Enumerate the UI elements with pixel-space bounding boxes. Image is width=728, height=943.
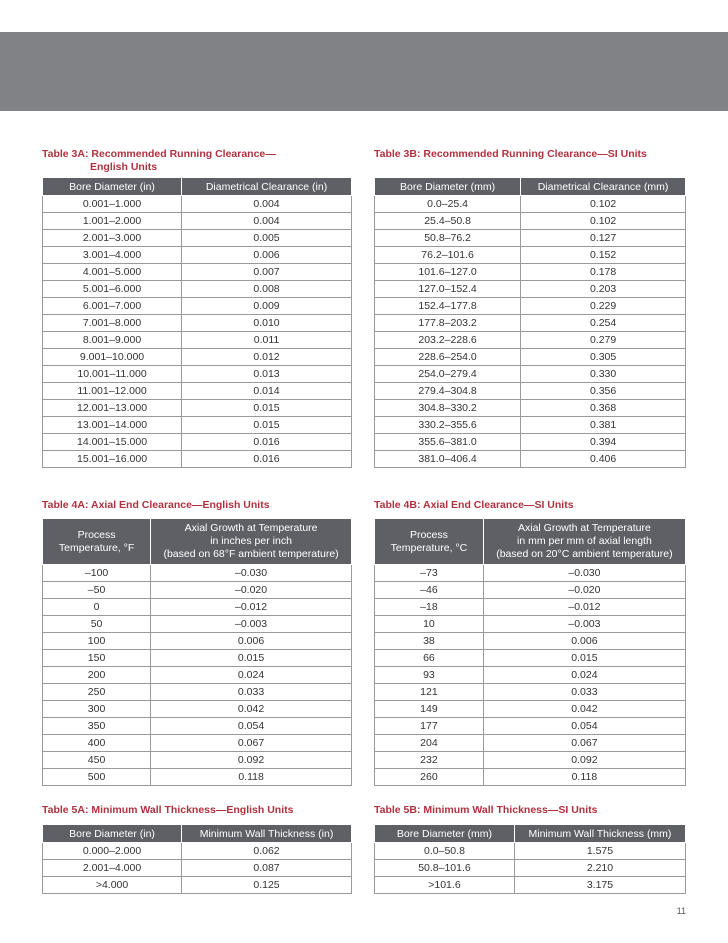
table-3a bbox=[42, 177, 352, 468]
table-row bbox=[43, 877, 352, 894]
table-row bbox=[43, 633, 352, 650]
table-cell: 0.203 bbox=[521, 281, 686, 298]
table-cell: 76.2–101.6 bbox=[375, 247, 521, 264]
table-cell: 0.024 bbox=[483, 667, 685, 684]
column-header: Bore Diameter (in) bbox=[43, 178, 182, 196]
table-cell: 6.001–7.000 bbox=[43, 298, 182, 315]
table-row bbox=[375, 735, 686, 752]
table-row bbox=[43, 417, 352, 434]
table-row bbox=[375, 332, 686, 349]
table-cell: 7.001–8.000 bbox=[43, 315, 182, 332]
table-cell: 0.406 bbox=[521, 451, 686, 468]
table-row bbox=[43, 247, 352, 264]
table-cell: 0.001–1.000 bbox=[43, 196, 182, 213]
table-cell: –0.012 bbox=[483, 599, 685, 616]
table-row bbox=[375, 633, 686, 650]
table-cell: 0.005 bbox=[182, 230, 352, 247]
table-3b-title: Table 3B: Recommended Running Clearance—SI Units bbox=[374, 148, 647, 160]
table-cell: 38 bbox=[375, 633, 484, 650]
table-cell: 0.087 bbox=[182, 860, 352, 877]
table-row bbox=[43, 451, 352, 468]
table-cell: 1.001–2.000 bbox=[43, 213, 182, 230]
table-row bbox=[43, 213, 352, 230]
table-row bbox=[375, 434, 686, 451]
table-cell: 152.4–177.8 bbox=[375, 298, 521, 315]
table-row bbox=[43, 701, 352, 718]
table-cell: 450 bbox=[43, 752, 151, 769]
table-cell: 50.8–101.6 bbox=[375, 860, 515, 877]
table-cell: 2.210 bbox=[514, 860, 685, 877]
table-row bbox=[43, 684, 352, 701]
table-cell: 0.000–2.000 bbox=[43, 843, 182, 860]
table-cell: 177 bbox=[375, 718, 484, 735]
table-5a-title: Table 5A: Minimum Wall Thickness—English Units bbox=[42, 804, 294, 816]
column-header: Bore Diameter (mm) bbox=[375, 178, 521, 196]
table-cell: 0.368 bbox=[521, 400, 686, 417]
table-row bbox=[375, 599, 686, 616]
table-cell: 0.015 bbox=[483, 650, 685, 667]
table-row bbox=[43, 599, 352, 616]
table-cell: 0.102 bbox=[521, 196, 686, 213]
table-row bbox=[375, 281, 686, 298]
table-cell: 0.381 bbox=[521, 417, 686, 434]
table-4a bbox=[42, 518, 352, 786]
table-row bbox=[375, 400, 686, 417]
table-row bbox=[375, 196, 686, 213]
table-cell: 0.004 bbox=[182, 213, 352, 230]
table-cell: 50.8–76.2 bbox=[375, 230, 521, 247]
table-cell: 3.175 bbox=[514, 877, 685, 894]
table-row bbox=[43, 315, 352, 332]
table-cell: 0.0–50.8 bbox=[375, 843, 515, 860]
table-cell: 0.229 bbox=[521, 298, 686, 315]
table-row bbox=[375, 451, 686, 468]
table-row bbox=[375, 417, 686, 434]
table-cell: 0 bbox=[43, 599, 151, 616]
table-cell: 13.001–14.000 bbox=[43, 417, 182, 434]
table-cell: 0.042 bbox=[483, 701, 685, 718]
table-row bbox=[375, 769, 686, 786]
table-cell: 355.6–381.0 bbox=[375, 434, 521, 451]
table-cell: 0.015 bbox=[182, 417, 352, 434]
table-cell: 149 bbox=[375, 701, 484, 718]
table-cell: 10.001–11.000 bbox=[43, 366, 182, 383]
table-cell: 0.011 bbox=[182, 332, 352, 349]
table-cell: –100 bbox=[43, 565, 151, 582]
table-row bbox=[375, 315, 686, 332]
table-row bbox=[375, 349, 686, 366]
table-row bbox=[375, 298, 686, 315]
table-row bbox=[43, 667, 352, 684]
table-cell: 0.016 bbox=[182, 451, 352, 468]
table-cell: 0.015 bbox=[151, 650, 352, 667]
table-cell: 15.001–16.000 bbox=[43, 451, 182, 468]
table-cell: –0.003 bbox=[483, 616, 685, 633]
table-row bbox=[43, 332, 352, 349]
table-cell: 0.015 bbox=[182, 400, 352, 417]
table-cell: 0.008 bbox=[182, 281, 352, 298]
table-cell: 232 bbox=[375, 752, 484, 769]
table-cell: 0.394 bbox=[521, 434, 686, 451]
table-row bbox=[43, 565, 352, 582]
page-number: 11 bbox=[676, 906, 686, 916]
table-row bbox=[375, 230, 686, 247]
table-5b bbox=[374, 824, 686, 894]
table-cell: 0.152 bbox=[521, 247, 686, 264]
table-row bbox=[375, 684, 686, 701]
table-row bbox=[375, 383, 686, 400]
column-header: Diametrical Clearance (in) bbox=[182, 178, 352, 196]
table-row bbox=[43, 383, 352, 400]
table-cell: 0.033 bbox=[151, 684, 352, 701]
table-cell: 0.016 bbox=[182, 434, 352, 451]
table-5a bbox=[42, 824, 352, 894]
table-cell: 2.001–4.000 bbox=[43, 860, 182, 877]
table-row bbox=[43, 769, 352, 786]
table-row bbox=[375, 877, 686, 894]
table-cell: 100 bbox=[43, 633, 151, 650]
table-cell: 0.092 bbox=[151, 752, 352, 769]
table-cell: 10 bbox=[375, 616, 484, 633]
table-cell: 177.8–203.2 bbox=[375, 315, 521, 332]
table-3b bbox=[374, 177, 686, 468]
table-cell: 0.0–25.4 bbox=[375, 196, 521, 213]
table-row bbox=[375, 616, 686, 633]
table-3b-block bbox=[374, 148, 686, 468]
table-4a-title: Table 4A: Axial End Clearance—English Units bbox=[42, 499, 270, 511]
table-cell: 3.001–4.000 bbox=[43, 247, 182, 264]
column-header: Bore Diameter (in) bbox=[43, 825, 182, 843]
table-cell: 0.054 bbox=[483, 718, 685, 735]
table-cell: 12.001–13.000 bbox=[43, 400, 182, 417]
table-row bbox=[43, 230, 352, 247]
table-cell: 14.001–15.000 bbox=[43, 434, 182, 451]
table-cell: 304.8–330.2 bbox=[375, 400, 521, 417]
table-cell: 50 bbox=[43, 616, 151, 633]
table-cell: –0.020 bbox=[483, 582, 685, 599]
table-row bbox=[375, 247, 686, 264]
table-cell: 204 bbox=[375, 735, 484, 752]
table-cell: 0.254 bbox=[521, 315, 686, 332]
table-row bbox=[43, 718, 352, 735]
table-cell: 0.007 bbox=[182, 264, 352, 281]
table-cell: 66 bbox=[375, 650, 484, 667]
table-cell: >4.000 bbox=[43, 877, 182, 894]
table-cell: 1.575 bbox=[514, 843, 685, 860]
table-cell: 0.042 bbox=[151, 701, 352, 718]
table-cell: 5.001–6.000 bbox=[43, 281, 182, 298]
table-row bbox=[43, 434, 352, 451]
column-header: Process Temperature, °F bbox=[43, 519, 151, 565]
table-cell: 500 bbox=[43, 769, 151, 786]
table-row bbox=[43, 264, 352, 281]
table-row bbox=[375, 565, 686, 582]
table-cell: >101.6 bbox=[375, 877, 515, 894]
table-row bbox=[43, 650, 352, 667]
table-cell: 0.009 bbox=[182, 298, 352, 315]
table-cell: 121 bbox=[375, 684, 484, 701]
table-row bbox=[375, 264, 686, 281]
table-cell: 0.014 bbox=[182, 383, 352, 400]
table-cell: –0.030 bbox=[483, 565, 685, 582]
table-3a-title: Table 3A: Recommended Running Clearance— English Units bbox=[42, 148, 276, 173]
table-row bbox=[43, 860, 352, 877]
table-cell: 0.330 bbox=[521, 366, 686, 383]
table-cell: 0.125 bbox=[182, 877, 352, 894]
table-cell: 300 bbox=[43, 701, 151, 718]
table-row bbox=[43, 582, 352, 599]
table-cell: 2.001–3.000 bbox=[43, 230, 182, 247]
table-row bbox=[43, 735, 352, 752]
table-row bbox=[375, 701, 686, 718]
column-header: Axial Growth at Temperature in mm per mm of axial length (based on 20°C ambient temperature) bbox=[483, 519, 685, 565]
table-4b-block bbox=[374, 499, 686, 786]
table-cell: 0.067 bbox=[151, 735, 352, 752]
table-row bbox=[375, 752, 686, 769]
table-cell: 11.001–12.000 bbox=[43, 383, 182, 400]
table-cell: 0.279 bbox=[521, 332, 686, 349]
table-cell: 200 bbox=[43, 667, 151, 684]
column-header: Minimum Wall Thickness (in) bbox=[182, 825, 352, 843]
table-cell: 0.127 bbox=[521, 230, 686, 247]
table-cell: 0.006 bbox=[483, 633, 685, 650]
table-cell: 203.2–228.6 bbox=[375, 332, 521, 349]
table-row bbox=[43, 281, 352, 298]
table-row bbox=[43, 298, 352, 315]
table-row bbox=[43, 196, 352, 213]
table-4a-block bbox=[42, 499, 352, 786]
table-row bbox=[43, 843, 352, 860]
header-banner bbox=[0, 32, 728, 111]
table-cell: 4.001–5.000 bbox=[43, 264, 182, 281]
table-5b-title: Table 5B: Minimum Wall Thickness—SI Units bbox=[374, 804, 598, 816]
column-header: Minimum Wall Thickness (mm) bbox=[514, 825, 685, 843]
table-cell: 0.118 bbox=[151, 769, 352, 786]
table-cell: 0.006 bbox=[182, 247, 352, 264]
table-row bbox=[43, 400, 352, 417]
column-header: Diametrical Clearance (mm) bbox=[521, 178, 686, 196]
table-cell: 0.067 bbox=[483, 735, 685, 752]
table-cell: 0.012 bbox=[182, 349, 352, 366]
table-cell: 279.4–304.8 bbox=[375, 383, 521, 400]
table-4b-title: Table 4B: Axial End Clearance—SI Units bbox=[374, 499, 574, 511]
table-cell: –50 bbox=[43, 582, 151, 599]
column-header: Bore Diameter (mm) bbox=[375, 825, 515, 843]
table-row bbox=[375, 582, 686, 599]
table-cell: 93 bbox=[375, 667, 484, 684]
table-cell: 0.004 bbox=[182, 196, 352, 213]
table-cell: 260 bbox=[375, 769, 484, 786]
table-cell: 0.118 bbox=[483, 769, 685, 786]
table-row bbox=[43, 349, 352, 366]
table-cell: 0.062 bbox=[182, 843, 352, 860]
table-cell: 150 bbox=[43, 650, 151, 667]
table-cell: 0.356 bbox=[521, 383, 686, 400]
table-cell: 254.0–279.4 bbox=[375, 366, 521, 383]
table-5a-block bbox=[42, 804, 352, 894]
table-cell: 250 bbox=[43, 684, 151, 701]
table-cell: 330.2–355.6 bbox=[375, 417, 521, 434]
table-cell: 0.305 bbox=[521, 349, 686, 366]
table-4b bbox=[374, 518, 686, 786]
table-cell: 228.6–254.0 bbox=[375, 349, 521, 366]
table-cell: 0.054 bbox=[151, 718, 352, 735]
table-cell: 0.178 bbox=[521, 264, 686, 281]
table-cell: –46 bbox=[375, 582, 484, 599]
table-row bbox=[43, 366, 352, 383]
table-cell: 9.001–10.000 bbox=[43, 349, 182, 366]
table-cell: 0.033 bbox=[483, 684, 685, 701]
table-row bbox=[375, 650, 686, 667]
table-cell: 0.024 bbox=[151, 667, 352, 684]
table-cell: 0.092 bbox=[483, 752, 685, 769]
table-row bbox=[375, 860, 686, 877]
table-row bbox=[375, 366, 686, 383]
table-row bbox=[375, 718, 686, 735]
column-header: Axial Growth at Temperature in inches per inch (based on 68°F ambient temperature) bbox=[151, 519, 352, 565]
table-cell: 0.013 bbox=[182, 366, 352, 383]
table-row bbox=[375, 213, 686, 230]
table-cell: –18 bbox=[375, 599, 484, 616]
table-cell: 101.6–127.0 bbox=[375, 264, 521, 281]
table-cell: 127.0–152.4 bbox=[375, 281, 521, 298]
table-3a-block bbox=[42, 148, 352, 468]
table-cell: –0.020 bbox=[151, 582, 352, 599]
table-row bbox=[375, 667, 686, 684]
table-cell: –0.030 bbox=[151, 565, 352, 582]
table-cell: –0.012 bbox=[151, 599, 352, 616]
table-cell: 350 bbox=[43, 718, 151, 735]
table-row bbox=[43, 752, 352, 769]
table-cell: 400 bbox=[43, 735, 151, 752]
table-cell: –73 bbox=[375, 565, 484, 582]
table-cell: 8.001–9.000 bbox=[43, 332, 182, 349]
table-cell: 25.4–50.8 bbox=[375, 213, 521, 230]
column-header: Process Temperature, °C bbox=[375, 519, 484, 565]
table-5b-block bbox=[374, 804, 686, 894]
table-cell: –0.003 bbox=[151, 616, 352, 633]
table-cell: 0.102 bbox=[521, 213, 686, 230]
table-row bbox=[375, 843, 686, 860]
table-cell: 0.010 bbox=[182, 315, 352, 332]
table-row bbox=[43, 616, 352, 633]
table-cell: 381.0–406.4 bbox=[375, 451, 521, 468]
table-cell: 0.006 bbox=[151, 633, 352, 650]
